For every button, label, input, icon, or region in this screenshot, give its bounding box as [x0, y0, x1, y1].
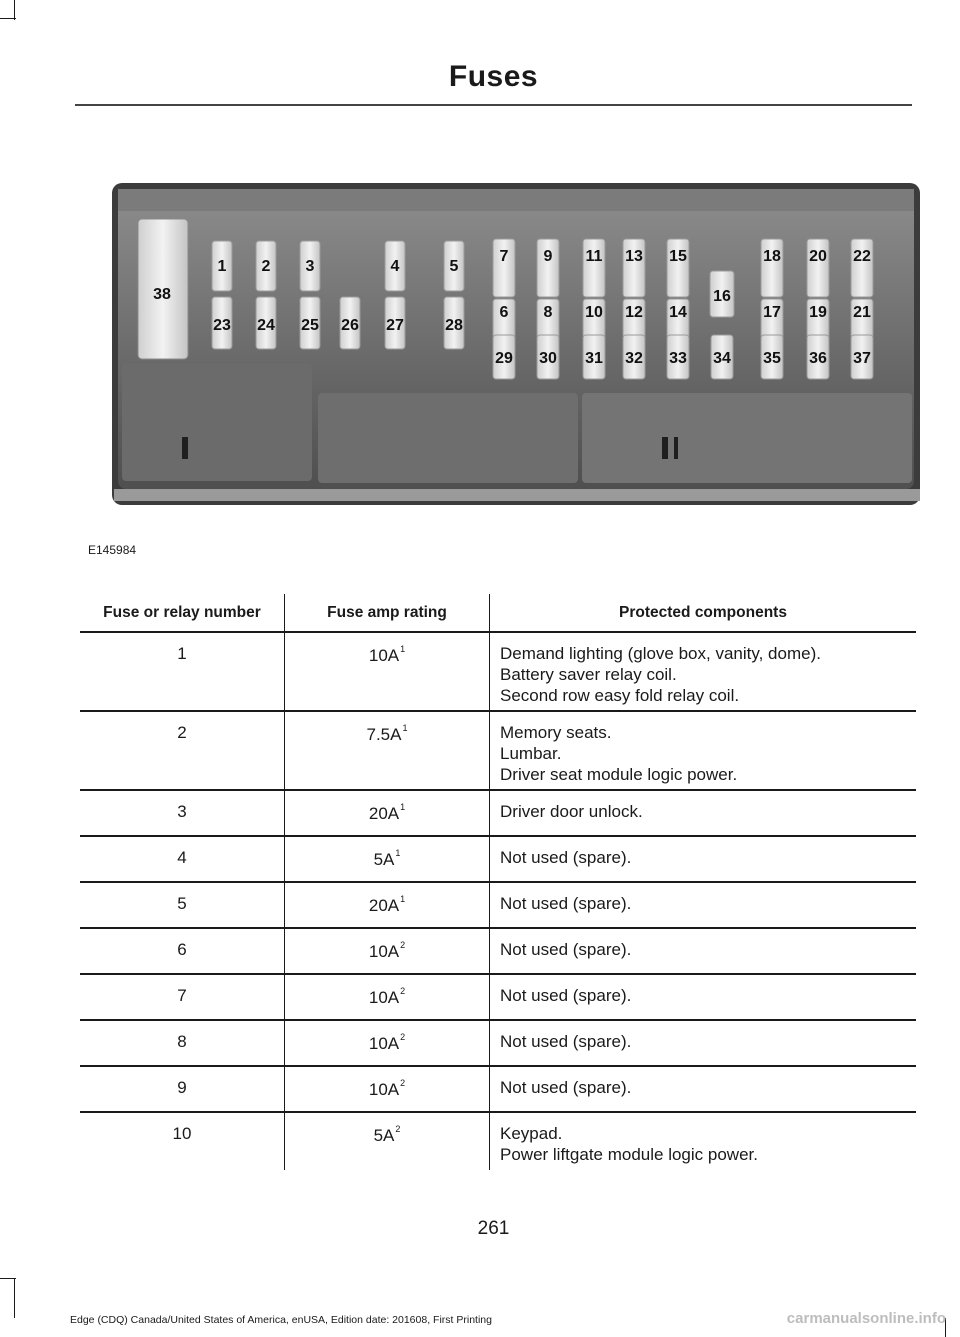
components-cell	[490, 712, 916, 789]
footnote-ref: 1	[400, 894, 406, 904]
component-line: Memory seats.	[500, 723, 612, 742]
amp-rating-cell	[285, 712, 490, 789]
table-body	[80, 633, 916, 1170]
fuse-number-cell: 5	[80, 883, 285, 927]
crop-mark	[14, 0, 15, 20]
fuse-label: 26	[341, 317, 359, 334]
fuse-panel-diagram	[110, 175, 922, 515]
fuse-label: 22	[853, 248, 871, 265]
crop-mark	[0, 1278, 16, 1279]
fuse-label: 28	[445, 317, 463, 334]
table-row	[80, 975, 916, 1021]
amp-value: 5A	[373, 850, 395, 869]
component-line: Not used (spare).	[500, 1078, 632, 1097]
relay-label: 38	[153, 286, 171, 303]
panel-slot	[182, 437, 188, 459]
table-row	[80, 1113, 916, 1170]
table-row	[80, 837, 916, 883]
fuse-label: 4	[390, 258, 400, 275]
fuse-label: 36	[809, 350, 827, 367]
amp-value: 10A	[368, 1080, 400, 1099]
fuse-label: 30	[539, 350, 557, 367]
table-row	[80, 1067, 916, 1113]
component-line: Not used (spare).	[500, 1032, 632, 1051]
table-row	[80, 929, 916, 975]
fuse-label: 10	[585, 304, 603, 321]
footnote-ref: 2	[400, 1032, 406, 1042]
amp-rating-cell	[285, 837, 490, 881]
fuse-label: 7	[499, 248, 509, 265]
fuse-label: 34	[713, 350, 731, 367]
fuse-label: 12	[625, 304, 643, 321]
footnote-ref: 2	[400, 940, 406, 950]
fuse-label: 17	[763, 304, 781, 321]
fuse-label: 24	[257, 317, 275, 334]
crop-mark	[14, 1278, 15, 1318]
table-header	[80, 594, 916, 633]
fuse-label: 23	[213, 317, 231, 334]
fuse-number-cell: 4	[80, 837, 285, 881]
table-row	[80, 883, 916, 929]
panel-slot	[674, 437, 678, 459]
fuse-label: 11	[585, 248, 603, 265]
fuse-number-cell: 10	[80, 1113, 285, 1170]
panel-slot	[662, 437, 668, 459]
amp-value: 7.5A	[366, 725, 402, 744]
table-row	[80, 712, 916, 791]
component-line: Power liftgate module logic power.	[500, 1145, 758, 1164]
fuse-panel-illustration	[110, 175, 922, 515]
header-components: Protected components	[619, 603, 787, 621]
fuse-label: 15	[669, 248, 687, 265]
fuse-label: 6	[499, 304, 509, 321]
component-line: Driver seat module logic power.	[500, 765, 738, 784]
components-cell	[490, 837, 916, 881]
components-cell	[490, 1021, 916, 1065]
component-line: Lumbar.	[500, 744, 562, 763]
component-line: Not used (spare).	[500, 894, 632, 913]
amp-rating-cell	[285, 791, 490, 835]
panel-top-ledge	[118, 189, 914, 211]
amp-value: 20A	[368, 896, 400, 915]
component-line: Not used (spare).	[500, 940, 632, 959]
footer-text: Edge (CDQ) Canada/United States of America, enUSA, Edition date: 201608, First Printing	[70, 1314, 492, 1326]
fuse-label: 27	[386, 317, 404, 334]
title-divider	[75, 104, 912, 106]
table-row	[80, 633, 916, 712]
fuse-label: 3	[305, 258, 315, 275]
amp-rating-cell	[285, 1021, 490, 1065]
fuse-label: 37	[853, 350, 871, 367]
fuse-number-cell: 7	[80, 975, 285, 1019]
footnote-ref: 2	[400, 1078, 406, 1088]
fuse-label: 29	[495, 350, 513, 367]
fuse-number-cell: 2	[80, 712, 285, 789]
footnote-ref: 1	[402, 723, 408, 733]
panel-lower-mid	[318, 393, 578, 483]
fuse-label: 1	[217, 258, 227, 275]
amp-rating-cell	[285, 633, 490, 710]
fuse-number-cell: 3	[80, 791, 285, 835]
fuse-table	[80, 594, 916, 1170]
footnote-ref: 1	[400, 802, 406, 812]
header-amp-rating: Fuse amp rating	[285, 594, 490, 631]
fuse-label: 25	[301, 317, 319, 334]
amp-value: 10A	[368, 1034, 400, 1053]
crop-mark	[0, 18, 16, 19]
component-line: Demand lighting (glove box, vanity, dome).	[500, 644, 821, 663]
component-line: Battery saver relay coil.	[500, 665, 677, 684]
component-line: Not used (spare).	[500, 986, 632, 1005]
fuse-label: 33	[669, 350, 687, 367]
fuse-label: 8	[543, 304, 553, 321]
fuse-label: 2	[261, 258, 271, 275]
amp-rating-cell	[285, 883, 490, 927]
header-fuse-number: Fuse or relay number	[80, 594, 285, 631]
figure-id: E145984	[88, 543, 137, 557]
amp-rating-cell	[285, 1067, 490, 1111]
components-cell	[490, 633, 916, 710]
amp-value: 20A	[368, 804, 400, 823]
component-line: Keypad.	[500, 1124, 563, 1143]
panel-base	[114, 489, 920, 501]
amp-rating-cell	[285, 975, 490, 1019]
panel-lower-right	[582, 393, 912, 483]
fuse-number-cell: 9	[80, 1067, 285, 1111]
amp-value: 10A	[368, 646, 400, 665]
fuse-label: 19	[809, 304, 827, 321]
page-number: 261	[477, 1218, 510, 1239]
amp-rating-cell	[285, 929, 490, 973]
fuse-number-cell: 6	[80, 929, 285, 973]
fuse-label: 9	[543, 248, 553, 265]
footnote-ref: 1	[395, 848, 401, 858]
components-cell	[490, 1067, 916, 1111]
component-line: Second row easy fold relay coil.	[500, 686, 740, 705]
footnote-ref: 2	[395, 1124, 401, 1134]
fuse-label: 16	[713, 288, 731, 305]
amp-value: 10A	[368, 988, 400, 1007]
component-line: Driver door unlock.	[500, 802, 643, 821]
fuse-label: 20	[809, 248, 827, 265]
components-cell	[490, 883, 916, 927]
page-title: Fuses	[448, 60, 539, 93]
watermark: carmanualsonline.info	[786, 1310, 946, 1327]
fuse-label: 21	[853, 304, 871, 321]
fuse-label: 5	[449, 258, 459, 275]
fuse-label: 32	[625, 350, 643, 367]
fuse-number-cell: 8	[80, 1021, 285, 1065]
amp-value: 10A	[368, 942, 400, 961]
components-cell	[490, 929, 916, 973]
amp-rating-cell	[285, 1113, 490, 1170]
components-cell	[490, 791, 916, 835]
amp-value: 5A	[373, 1126, 395, 1145]
fuse-label: 31	[585, 350, 603, 367]
footnote-ref: 2	[400, 986, 406, 996]
component-line: Not used (spare).	[500, 848, 632, 867]
footnote-ref: 1	[400, 644, 406, 654]
table-row	[80, 791, 916, 837]
fuse-number-cell: 1	[80, 633, 285, 710]
components-cell	[490, 975, 916, 1019]
table-row	[80, 1021, 916, 1067]
fuse-label: 35	[763, 350, 781, 367]
fuse-label: 18	[763, 248, 781, 265]
components-cell	[490, 1113, 916, 1170]
fuse-label: 13	[625, 248, 643, 265]
fuse-label: 14	[669, 304, 687, 321]
panel-lower-left	[122, 363, 312, 481]
